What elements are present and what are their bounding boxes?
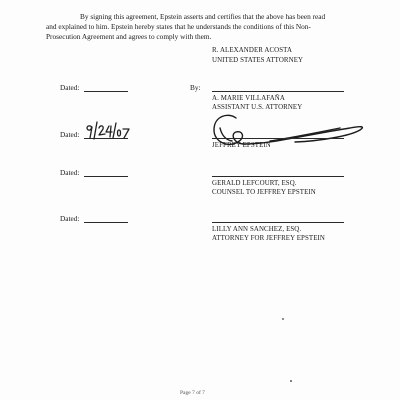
attorney-name: R. ALEXANDER ACOSTA [212, 47, 293, 54]
signature-line-epstein [212, 138, 344, 139]
intro-line-1: By signing this agreement, Epstein asserts and certifies that the above has been read [80, 12, 326, 21]
signature-line-sanchez [212, 222, 344, 223]
signatory-name-lefcourt: GERALD LEFCOURT, ESQ. [212, 180, 297, 187]
signature-line-lefcourt [212, 176, 344, 177]
by-label: By: [190, 83, 201, 92]
signatory-title-sanchez: ATTORNEY FOR JEFFREY EPSTEIN [212, 235, 325, 242]
dated-line-3 [84, 176, 128, 177]
certification-paragraph [46, 12, 364, 43]
handwritten-date-image [84, 118, 132, 144]
dated-line-1 [84, 91, 128, 92]
dated-label-2: Dated: [60, 130, 80, 139]
intro-line-3: Prosecution Agreement and agrees to comply with them. [46, 32, 212, 42]
signatory-name-sanchez: LILLY ANN SANCHEZ, ESQ. [212, 226, 302, 233]
signatory-name-epstein: JEFFREY EPSTEIN [212, 142, 271, 149]
dated-line-4 [84, 222, 128, 223]
signatory-title-villafana: ASSISTANT U.S. ATTORNEY [212, 104, 303, 111]
signatory-title-lefcourt: COUNSEL TO JEFFREY EPSTEIN [212, 189, 316, 196]
intro-line-2: and explained to him. Epstein hereby states that he understands the conditions of this Non- [46, 22, 311, 32]
attorney-title: UNITED STATES ATTORNEY [212, 57, 304, 64]
dated-label-4: Dated: [60, 214, 80, 223]
page-footer: Page 7 of 7 [180, 390, 205, 396]
scan-speck [282, 318, 284, 320]
dated-label-1: Dated: [60, 83, 80, 92]
signature-line-villafana [212, 91, 344, 92]
scan-speck [290, 380, 292, 382]
signatory-name-villafana: A. MARIE VILLAFAÑA [212, 95, 285, 102]
dated-label-3: Dated: [60, 168, 80, 177]
